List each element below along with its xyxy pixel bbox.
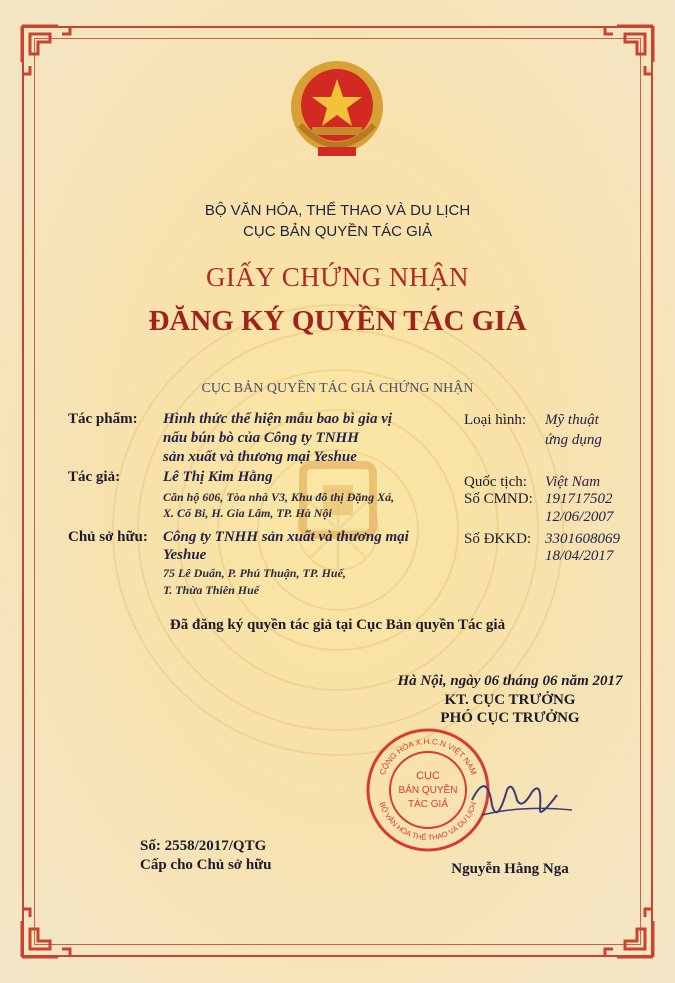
nationality-label: Quốc tịch: — [464, 474, 527, 490]
business-reg-date: 18/04/2017 — [545, 548, 614, 564]
corner-ornament-icon — [18, 899, 80, 961]
issuing-authority — [0, 200, 675, 242]
certificate-subtitle: ĐĂNG KÝ QUYỀN TÁC GIẢ — [148, 305, 527, 337]
certificate-number: Số: 2558/2017/QTG — [140, 838, 267, 854]
work-label: Tác phẩm: — [68, 411, 138, 427]
corner-ornament-icon — [18, 22, 80, 84]
handwritten-signature-icon — [462, 760, 582, 830]
id-number-label: Số CMND: — [464, 491, 533, 507]
corner-ornament-icon — [595, 22, 657, 84]
business-reg-label: Số ĐKKD: — [464, 531, 532, 547]
id-number-value: 191717502 — [545, 491, 613, 507]
signer-role-1: KT. CỤC TRƯỞNG — [444, 692, 576, 708]
type-line-1: Mỹ thuật — [545, 412, 599, 428]
work-line-3: sản xuất và thương mại Yeshue — [163, 449, 357, 465]
type-label: Loại hình: — [464, 412, 527, 428]
business-reg-value: 3301608069 — [545, 531, 620, 547]
certifies-line: CỤC BẢN QUYỀN TÁC GIẢ CHỨNG NHẬN — [201, 381, 474, 396]
author-name: Lê Thị Kim Hằng — [163, 469, 273, 485]
work-line-2: nấu bún bò của Công ty TNHH — [163, 430, 359, 446]
owner-address-line-1: 75 Lê Duẩn, P. Phú Thuận, TP. Huế, — [163, 566, 346, 580]
certificate-title: GIẤY CHỨNG NHẬN — [206, 262, 469, 292]
author-address-line-1: Căn hộ 606, Tòa nhà V3, Khu đô thị Đặng Xá, — [163, 490, 395, 504]
signer-role-2: PHÓ CỤC TRƯỞNG — [440, 710, 580, 726]
national-emblem-icon — [282, 55, 392, 165]
place-date: Hà Nội, ngày 06 tháng 06 năm 2017 — [397, 673, 623, 689]
author-label: Tác giả: — [68, 469, 121, 485]
owner-name-line-2: Yeshue — [163, 547, 207, 563]
issued-to: Cấp cho Chủ sở hữu — [140, 857, 272, 873]
corner-ornament-icon — [595, 899, 657, 961]
owner-name-line-1: Công ty TNHH sản xuất và thương mại — [163, 529, 409, 545]
type-line-2: ứng dụng — [545, 432, 602, 448]
seal-center-1: CỤC — [416, 770, 440, 782]
seal-center-3: TÁC GIẢ — [407, 799, 449, 810]
registered-statement: Đã đăng ký quyền tác giả tại Cục Bản quyền Tác giả — [169, 617, 506, 633]
owner-address-line-2: T. Thừa Thiên Huế — [163, 583, 260, 597]
owner-label: Chủ sở hữu: — [68, 529, 148, 545]
ministry-name: BỘ VĂN HÓA, THỂ THAO VÀ DU LỊCH — [204, 202, 471, 219]
author-address-line-2: X. Cổ Bi, H. Gia Lâm, TP. Hà Nội — [163, 506, 332, 520]
seal-ring-top: CỘNG HÒA X.H.C.N VIỆT NAM — [377, 736, 479, 777]
work-line-1: Hình thức thể hiện mẫu bao bì gia vị — [163, 411, 393, 427]
seal-ring-bottom: BỘ VĂN HÓA THỂ THAO VÀ DU LỊCH — [377, 800, 479, 843]
id-number-date: 12/06/2007 — [545, 509, 614, 525]
nationality-value: Việt Nam — [545, 474, 601, 490]
seal-center-2: BẢN QUYỀN — [398, 785, 458, 796]
signer-name: Nguyễn Hằng Nga — [451, 861, 569, 877]
department-name: CỤC BẢN QUYỀN TÁC GIẢ — [243, 223, 432, 240]
